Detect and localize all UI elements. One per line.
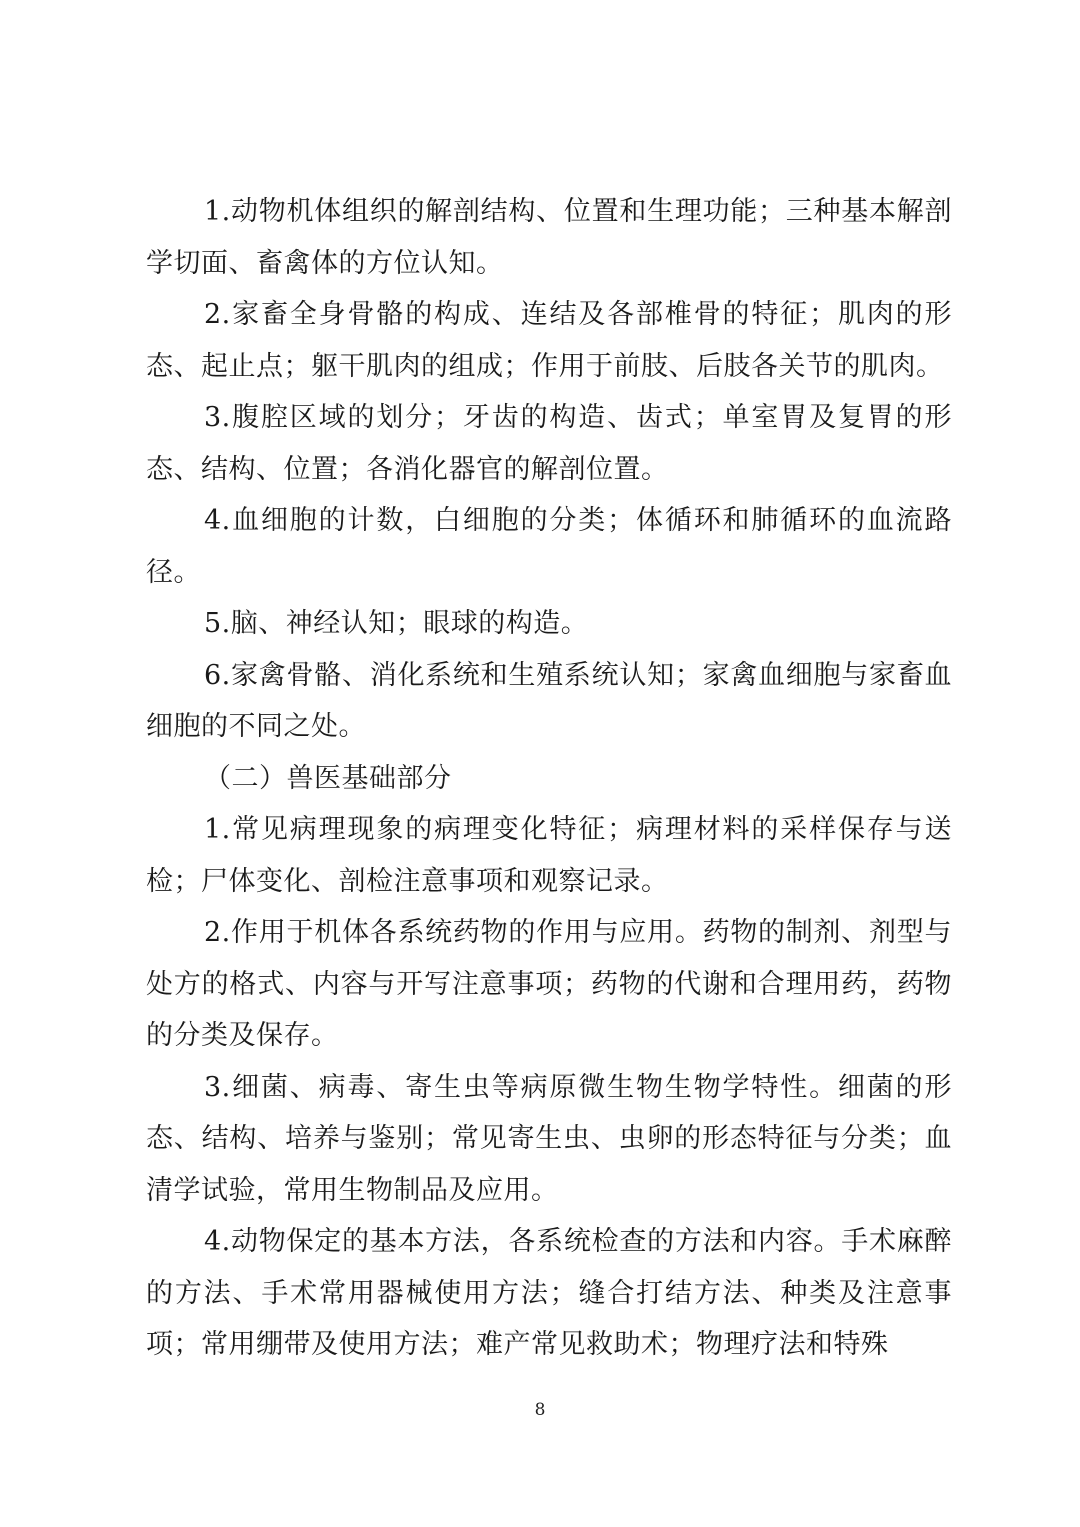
paragraph-4: 4.血细胞的计数，白细胞的分类；体循环和肺循环的血流路径。 [146, 505, 952, 588]
paragraph-1: 1.动物机体组织的解剖结构、位置和生理功能；三种基本解剖学切面、畜禽体的方位认知。 [146, 196, 952, 279]
paragraph-5: 5.脑、神经认知；眼球的构造。 [204, 608, 589, 639]
paragraph-10: 4.动物保定的基本方法，各系统检查的方法和内容。手术麻醉的方法、手术常用器械使用方法；缝合打结方法、种类及注意事项；常用绷带及使用方法；难产常见救助术；物理疗法和特殊 [146, 1226, 952, 1360]
page-number: 8 [534, 1400, 546, 1420]
paragraph-8: 2.作用于机体各系统药物的作用与应用。药物的制剂、剂型与处方的格式、内容与开写注意事项；药物的代谢和合理用药，药物的分类及保存。 [146, 917, 952, 1051]
paragraph-9: 3.细菌、病毒、寄生虫等病原微生物生物学特性。细菌的形态、结构、培养与鉴别；常见寄生虫、虫卵的形态特征与分类；血清学试验，常用生物制品及应用。 [146, 1071, 952, 1206]
section-heading: （二）兽医基础部分 [204, 762, 452, 794]
paragraph-7: 1.常见病理现象的病理变化特征；病理材料的采样保存与送检；尸体变化、剖检注意事项和观察记录。 [146, 814, 952, 897]
paragraph-2: 2.家畜全身骨骼的构成、连结及各部椎骨的特征；肌肉的形态、起止点；躯干肌肉的组成；作用于前肢、后肢各关节的肌肉。 [146, 299, 952, 382]
document-body [146, 186, 952, 1371]
paragraph-6: 6.家禽骨骼、消化系统和生殖系统认知；家禽血细胞与家畜血细胞的不同之处。 [146, 659, 952, 742]
paragraph-3: 3.腹腔区域的划分；牙齿的构造、齿式；单室胃及复胃的形态、结构、位置；各消化器官的解剖位置。 [146, 402, 952, 485]
